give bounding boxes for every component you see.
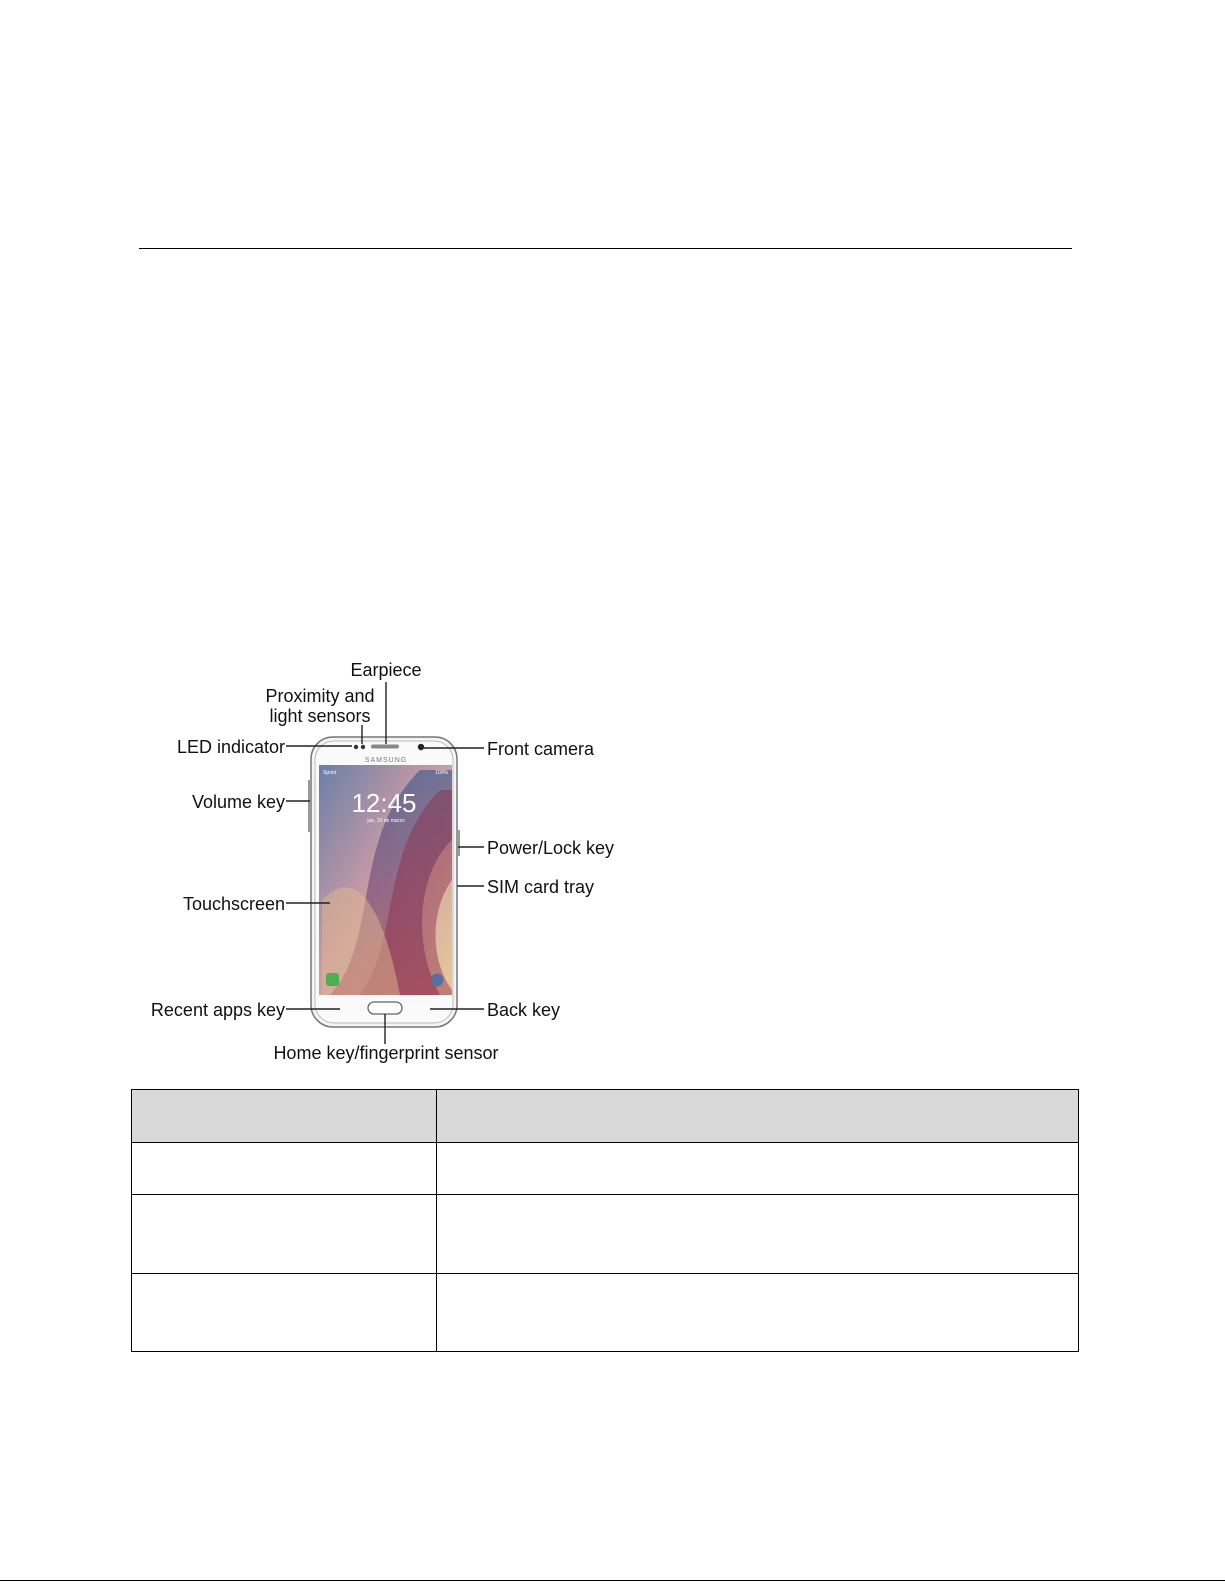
volume-key-label: Volume key bbox=[191, 792, 285, 812]
table-row bbox=[132, 1274, 1079, 1352]
table-header-row bbox=[132, 1090, 1079, 1143]
table-row bbox=[132, 1195, 1079, 1274]
power-lock-key-label: Power/Lock key bbox=[487, 838, 615, 858]
date-text: jue, 10 de marzo bbox=[367, 818, 405, 824]
footer-rule bbox=[0, 1580, 1225, 1581]
phone-app-icon bbox=[326, 973, 339, 986]
table-cell bbox=[132, 1143, 437, 1195]
table-cell bbox=[132, 1274, 437, 1352]
camera-app-icon bbox=[431, 974, 444, 987]
sim-card-tray-label: SIM card tray bbox=[487, 877, 595, 897]
table-cell bbox=[437, 1195, 1079, 1274]
header-rule bbox=[139, 248, 1072, 249]
sensor-dot bbox=[361, 745, 365, 749]
phone-diagram bbox=[0, 640, 700, 1080]
clock-text: 12:45 bbox=[351, 788, 417, 818]
earpiece-label: Earpiece bbox=[350, 660, 422, 680]
table-cell bbox=[132, 1195, 437, 1274]
status-text: 100% bbox=[435, 770, 448, 776]
table-header-cell bbox=[437, 1090, 1079, 1143]
touchscreen-label: Touchscreen bbox=[182, 894, 285, 914]
led-dot bbox=[354, 745, 358, 749]
table-row bbox=[132, 1143, 1079, 1195]
earpiece-grille bbox=[371, 745, 399, 749]
table-cell bbox=[437, 1274, 1079, 1352]
carrier-text: Sprint bbox=[323, 770, 337, 776]
table-cell bbox=[437, 1143, 1079, 1195]
parts-table bbox=[131, 1089, 1079, 1352]
front-camera-lens bbox=[418, 744, 424, 750]
volume-button bbox=[308, 780, 311, 832]
front-camera-label: Front camera bbox=[487, 739, 595, 759]
led-indicator-label: LED indicator bbox=[176, 737, 285, 757]
table-header-cell bbox=[132, 1090, 437, 1143]
power-button bbox=[457, 830, 460, 856]
home-key-label: Home key/fingerprint sensor bbox=[273, 1043, 499, 1063]
recent-apps-key-label: Recent apps key bbox=[150, 1000, 285, 1020]
brand-text: SAMSUNG bbox=[364, 757, 408, 764]
proximity-label-line2: light sensors bbox=[269, 706, 371, 726]
proximity-label-line1: Proximity and bbox=[265, 686, 375, 706]
home-key bbox=[368, 1002, 402, 1014]
back-key-label: Back key bbox=[487, 1000, 561, 1020]
